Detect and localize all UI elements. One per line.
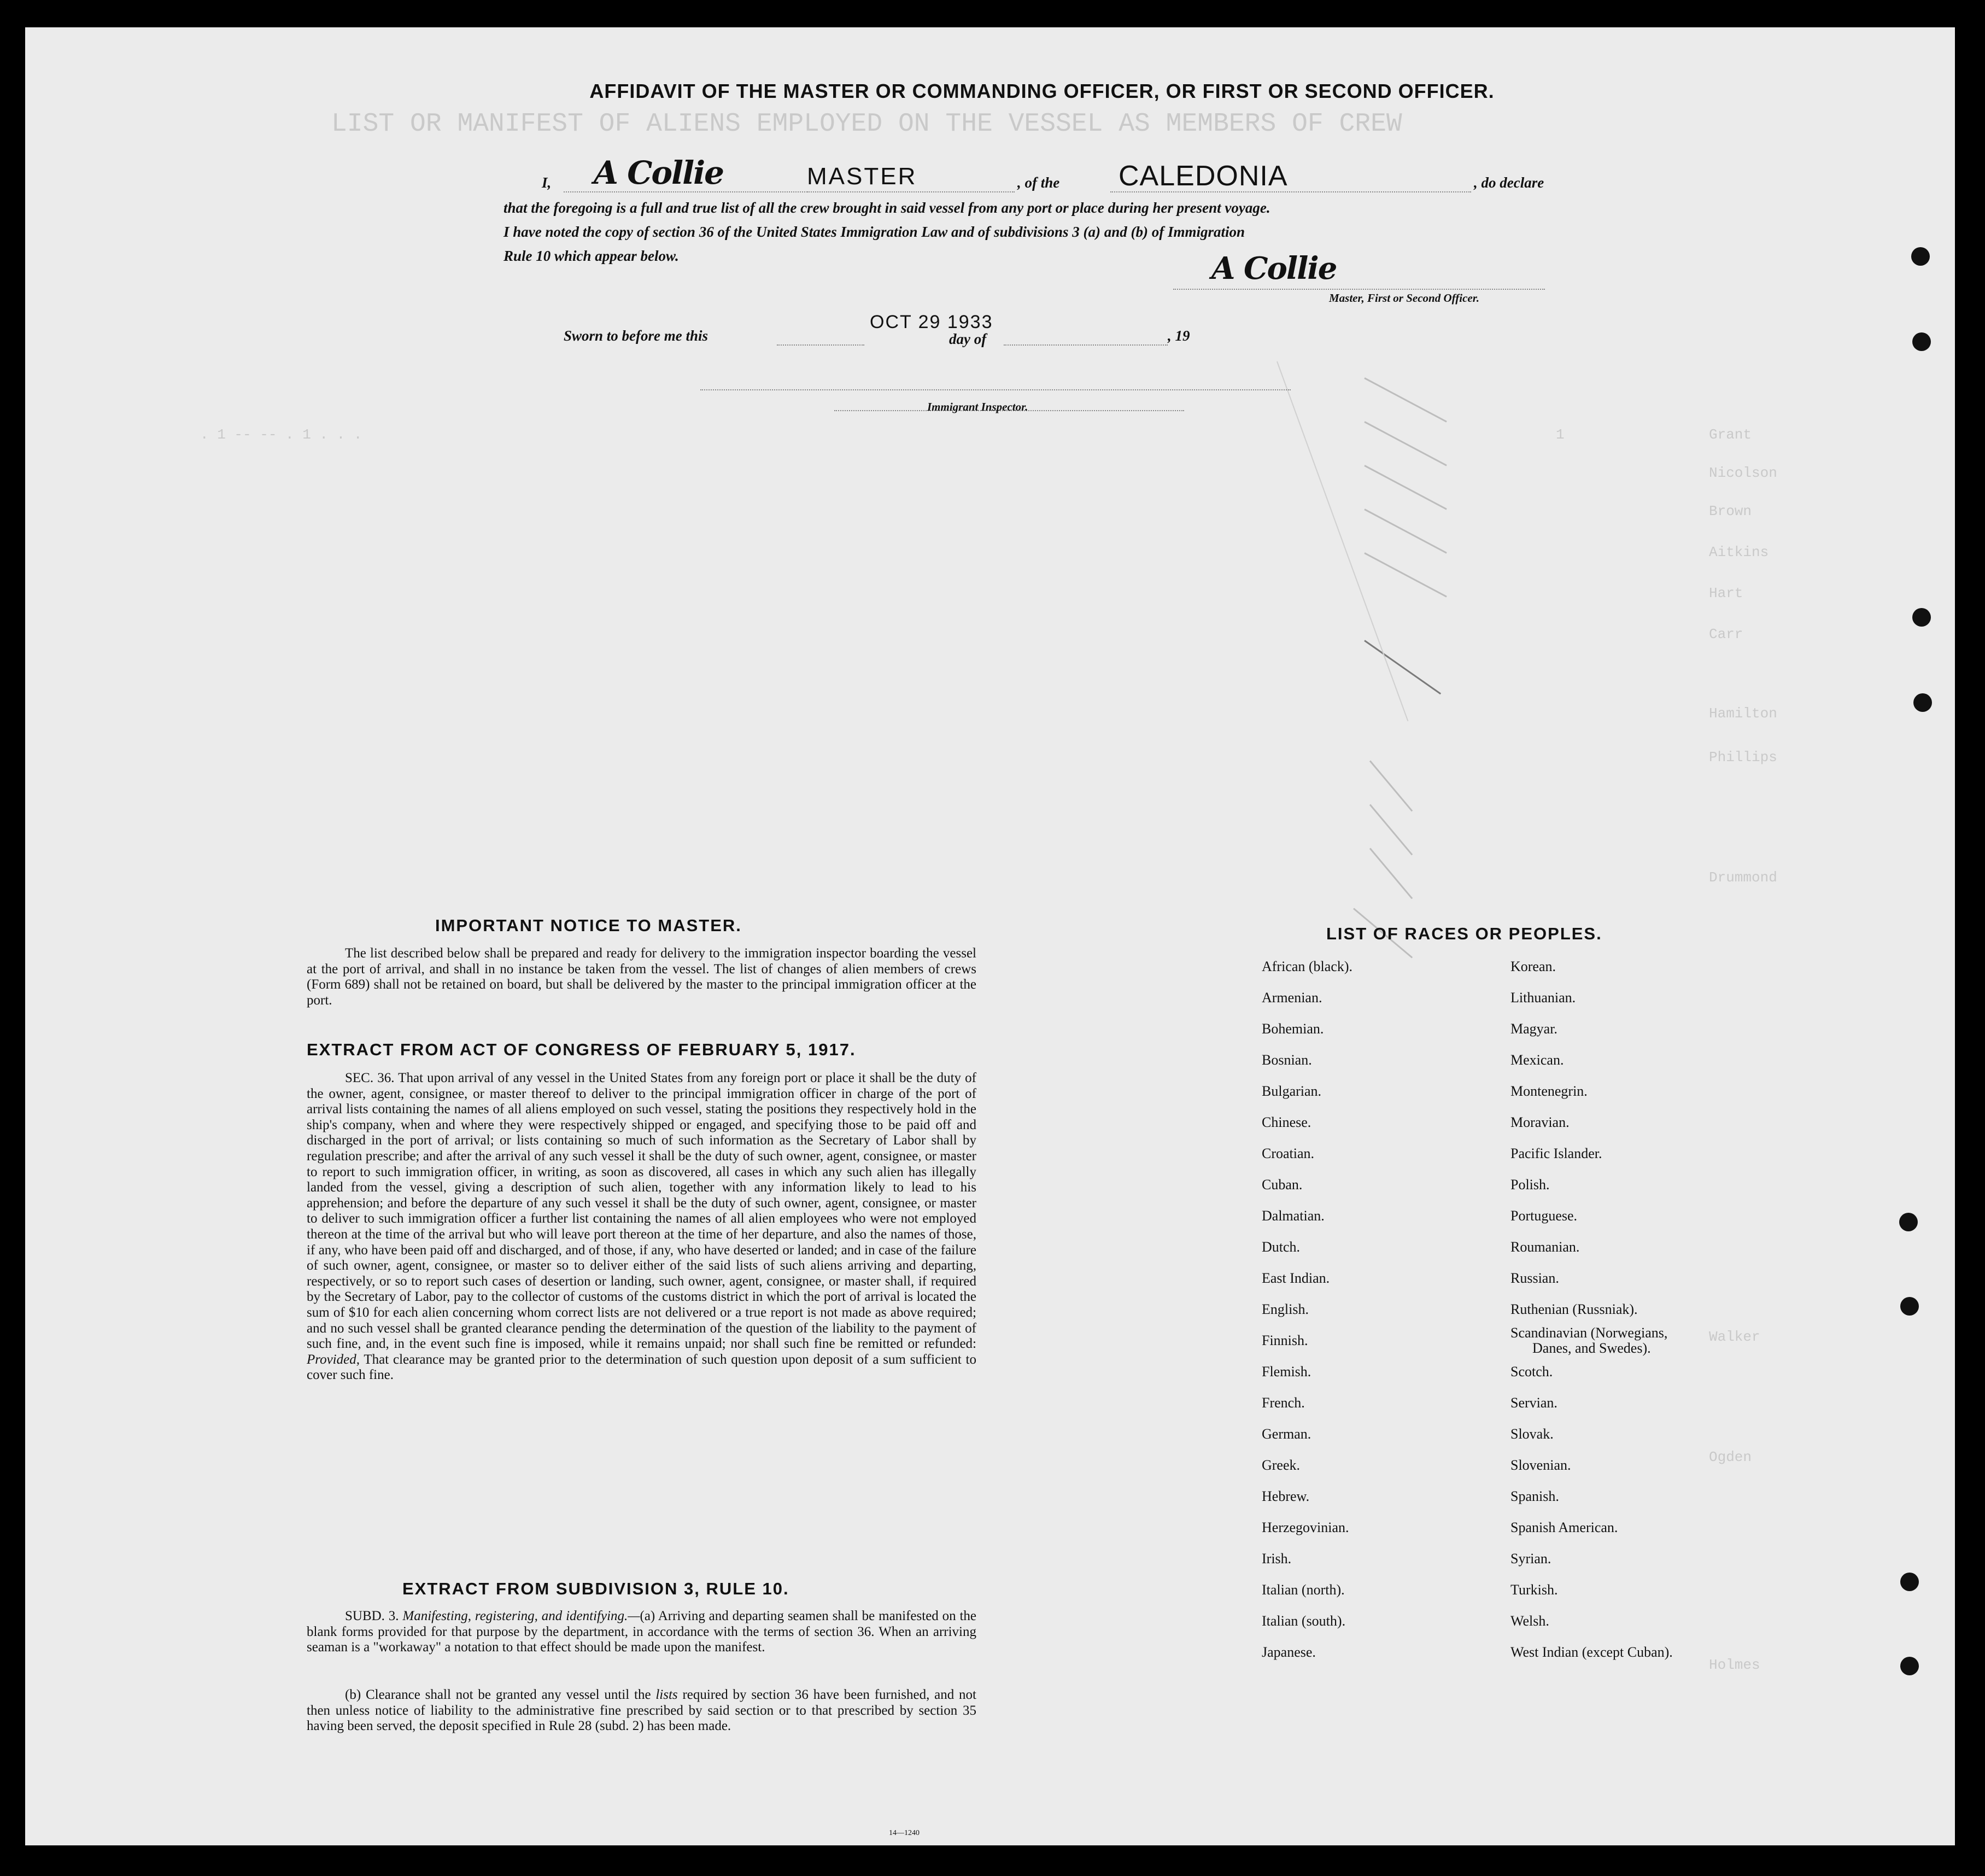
race-item: English.	[1262, 1301, 1309, 1317]
race-item: Mexican.	[1510, 1052, 1564, 1068]
notice-paragraph: The list described below shall be prepared and ready for delivery to the immigration inspector boarding the vessel at the port of arrival, and shall in no instance be taken from the vessel. The list of changes of alien members of crews (Form 689) shall not be retained on board, but shall be delivered by the master to the principal immigration officer at the port.	[307, 946, 976, 1008]
bleed-through-text: Brown	[1709, 503, 1752, 519]
bleed-through-text: Phillips	[1709, 749, 1777, 765]
officer-signature: A Collie	[1211, 250, 1337, 287]
declaration-line-3: I have noted the copy of section 36 of the United States Immigration Law and of subdivisions 3 (a) and (b) of Immigration	[503, 224, 1245, 240]
subdivision-b-text	[307, 1687, 976, 1734]
race-item: Polish.	[1510, 1177, 1550, 1193]
race-item: Montenegrin.	[1510, 1083, 1588, 1099]
month-line	[1004, 344, 1168, 346]
race-item: Bosnian.	[1262, 1052, 1312, 1068]
form-code: 14—1240	[889, 1829, 920, 1837]
section-body-end: That clearance may be granted prior to the determination of such question upon deposit of a sum sufficient to cover such fine.	[307, 1352, 976, 1383]
race-item: West Indian (except Cuban).	[1510, 1644, 1673, 1660]
race-item: French.	[1262, 1395, 1305, 1411]
race-item: Moravian.	[1510, 1114, 1570, 1130]
day-line	[777, 344, 864, 346]
punch-hole	[1899, 1213, 1918, 1231]
pencil-stroke	[1364, 377, 1447, 422]
rule-extract-title: EXTRACT FROM SUBDIVISION 3, RULE 10.	[402, 1579, 789, 1598]
bleed-through-text: Ogden	[1709, 1449, 1752, 1465]
subd-heading: Manifesting, registering, and identifying.—	[402, 1609, 640, 1623]
race-item: Ruthenian (Russniak).	[1510, 1301, 1638, 1317]
race-item: Cuban.	[1262, 1177, 1303, 1193]
bleed-through-text: Carr	[1709, 626, 1743, 642]
bleed-through-text: Drummond	[1709, 869, 1777, 886]
race-item: Welsh.	[1510, 1613, 1549, 1629]
race-item: Bohemian.	[1262, 1021, 1324, 1037]
pencil-stroke	[1364, 421, 1447, 466]
bleed-through-text: Walker	[1709, 1329, 1760, 1345]
subd-b-lists: lists	[655, 1687, 678, 1702]
race-item: Syrian.	[1510, 1551, 1551, 1567]
provided-word: Provided,	[307, 1352, 360, 1367]
punch-hole	[1911, 247, 1930, 266]
name-line	[564, 191, 821, 192]
pencil-stroke	[1364, 465, 1447, 510]
year-label: , 19	[1168, 328, 1190, 344]
document-page	[25, 27, 1955, 1845]
bleed-through-text: Grant	[1709, 426, 1752, 443]
section-36-text	[307, 1071, 976, 1383]
race-item: Irish.	[1262, 1551, 1292, 1567]
section-label: SEC. 36.	[345, 1071, 395, 1085]
pencil-stroke	[1364, 509, 1447, 553]
date-stamp: OCT 29 1933	[870, 312, 993, 332]
bleed-through-text: Hamilton	[1709, 705, 1777, 722]
race-item: African (black).	[1262, 959, 1353, 974]
rank-line	[807, 191, 1015, 192]
races-title: LIST OF RACES OR PEOPLES.	[1326, 924, 1602, 943]
bleed-through-text: . 1 -- -- . 1 . . .	[200, 426, 362, 443]
affidavit-title: AFFIDAVIT OF THE MASTER OR COMMANDING OFFICER, OR FIRST OR SECOND OFFICER.	[589, 80, 1495, 102]
race-item: Chinese.	[1262, 1114, 1311, 1130]
race-item: Portuguese.	[1510, 1208, 1578, 1224]
vessel-name: CALEDONIA	[1119, 160, 1288, 192]
bleed-through-text: 1	[1556, 426, 1565, 443]
race-item: Turkish.	[1510, 1582, 1558, 1598]
race-item: Spanish American.	[1510, 1519, 1618, 1535]
race-item: Dutch.	[1262, 1239, 1301, 1255]
race-item: Danes, and Swedes).	[1532, 1340, 1651, 1356]
declaration-line-2: that the foregoing is a full and true list of all the crew brought in said vessel from any port or place during her present voyage.	[503, 200, 1270, 216]
pencil-stroke	[1369, 848, 1413, 899]
pencil-stroke	[1277, 361, 1408, 721]
declare-label: , do declare	[1474, 174, 1544, 191]
punch-hole	[1912, 608, 1931, 627]
bleed-through-text: Aitkins	[1709, 544, 1769, 560]
subd-b-start: (b) Clearance shall not be granted any vessel until the	[345, 1687, 651, 1702]
race-item: Russian.	[1510, 1270, 1559, 1286]
race-item: Slovak.	[1510, 1426, 1554, 1442]
race-item: East Indian.	[1262, 1270, 1330, 1286]
pencil-stroke	[1369, 761, 1413, 812]
sworn-label: Sworn to before me this	[564, 328, 708, 344]
race-item: Pacific Islander.	[1510, 1146, 1602, 1161]
race-item: Croatian.	[1262, 1146, 1315, 1161]
master-caption: Master, First or Second Officer.	[1329, 291, 1479, 305]
master-signature-name: A Collie	[594, 154, 724, 191]
subd-a-body: (a) Arriving and departing seamen shall be manifested on the blank forms provided for that purpose by the department, in accordance with the terms of section 36. When an arriving seaman is a "workaway" a notation to that effect should be made upon the manifest.	[307, 1609, 977, 1655]
race-item: Scotch.	[1510, 1364, 1553, 1380]
bleed-through-heading: LIST OR MANIFEST OF ALIENS EMPLOYED ON THE VESSEL AS MEMBERS OF CREW	[331, 109, 1402, 139]
punch-hole	[1900, 1573, 1919, 1591]
race-item: Armenian.	[1262, 990, 1322, 1006]
race-item: Bulgarian.	[1262, 1083, 1322, 1099]
bleed-through-text: Nicolson	[1709, 465, 1777, 481]
pencil-stroke	[1364, 640, 1441, 694]
subd-label: SUBD. 3.	[345, 1609, 399, 1623]
race-item: German.	[1262, 1426, 1311, 1442]
race-item: Italian (south).	[1262, 1613, 1346, 1629]
section-body: That upon arrival of any vessel in the United States from any foreign port or place it shall be the duty of the owner, agent, consignee, or master thereof to deliver to the principal immigration officer in charge of the port of arrival lists containing the names of all aliens employed on such vessel, stating the positions they respectively hold in the ship's company, when and where they were respectively shipped or engaged, and specifying those to be paid off and discharged in the port of arrival; or lists containing so much of such information as the Secretary of Labor shall by regulation prescribe; and after the arrival of any such vessel it shall be the duty of such owner, agent, consignee, or master to report to such immigration officer, in writing, as soon as discovered, all cases in which any such alien has illegally landed from the vessel, giving a description of such alien, together with any information likely to lead to his apprehension; and before the departure of any such vessel it shall be the duty of such owner, agent, consignee, or master to deliver to such immigration officer a further list containing the names of all alien employees who were not employed thereon at the time of the arrival but who will leave port thereon at the time of her departure, and also the names of those, if any, who have been paid off and discharged, and of those, if any, who have deserted or landed; and in case of the failure of such owner, agent, consignee, or master so to deliver either of the said lists of such aliens arriving and departing, respectively, or so to report such cases of desertion or landing, such owner, agent, consignee, or master shall, if required by the Secretary of Labor, pay to the collector of customs of the customs district in which the port of arrival is located the sum of $10 for each alien concerning whom correct lists are not delivered or a true report is not made as above required; and no such vessel shall be granted clearance pending the determination of the question of the liability to the payment of such fine, and, in the event such fine is imposed, while it remains unpaid; nor shall such fine be remitted or refunded:	[307, 1071, 976, 1352]
race-item: Spanish.	[1510, 1488, 1559, 1504]
race-item: Slovenian.	[1510, 1457, 1571, 1473]
pencil-stroke	[1364, 552, 1447, 597]
pencil-stroke	[1369, 804, 1413, 856]
race-item: Herzegovinian.	[1262, 1519, 1349, 1535]
race-item: Roumanian.	[1510, 1239, 1580, 1255]
subd-b-end: required by section 36 have been furnished, and not then unless notice of liability to the administrative fine prescribed by said section or to that prescribed by section 35 having been served, the deposit specified in Rule 28 (subd. 2) has been made.	[307, 1687, 977, 1734]
subdivision-a-text	[307, 1609, 976, 1656]
punch-hole	[1913, 693, 1932, 712]
race-item: Japanese.	[1262, 1644, 1316, 1660]
act-extract-title: EXTRACT FROM ACT OF CONGRESS OF FEBRUARY 5, 1917.	[307, 1040, 856, 1059]
punch-hole	[1900, 1297, 1919, 1316]
race-item: Dalmatian.	[1262, 1208, 1325, 1224]
bleed-through-text: Holmes	[1709, 1657, 1760, 1673]
race-item: Scandinavian (Norwegians,	[1510, 1325, 1668, 1341]
inspector-caption: Immigrant Inspector.	[927, 400, 1028, 413]
race-item: Hebrew.	[1262, 1488, 1310, 1504]
punch-hole	[1900, 1657, 1919, 1675]
vessel-line	[1110, 191, 1471, 192]
race-item: Italian (north).	[1262, 1582, 1345, 1598]
race-item: Servian.	[1510, 1395, 1557, 1411]
race-item: Finnish.	[1262, 1333, 1308, 1348]
inspector-line-upper	[700, 389, 1291, 390]
race-item: Korean.	[1510, 959, 1556, 974]
declaration-line-4: Rule 10 which appear below.	[503, 248, 679, 264]
of-the-label: , of the	[1017, 174, 1060, 191]
notice-title: IMPORTANT NOTICE TO MASTER.	[435, 916, 742, 935]
bleed-through-text: Hart	[1709, 585, 1743, 601]
race-item: Greek.	[1262, 1457, 1301, 1473]
i-label: I,	[542, 174, 552, 191]
race-item: Lithuanian.	[1510, 990, 1576, 1006]
punch-hole	[1912, 332, 1931, 351]
race-item: Flemish.	[1262, 1364, 1311, 1380]
race-item: Magyar.	[1510, 1021, 1557, 1037]
master-rank: MASTER	[807, 163, 917, 190]
day-of-label: day of	[949, 331, 987, 347]
